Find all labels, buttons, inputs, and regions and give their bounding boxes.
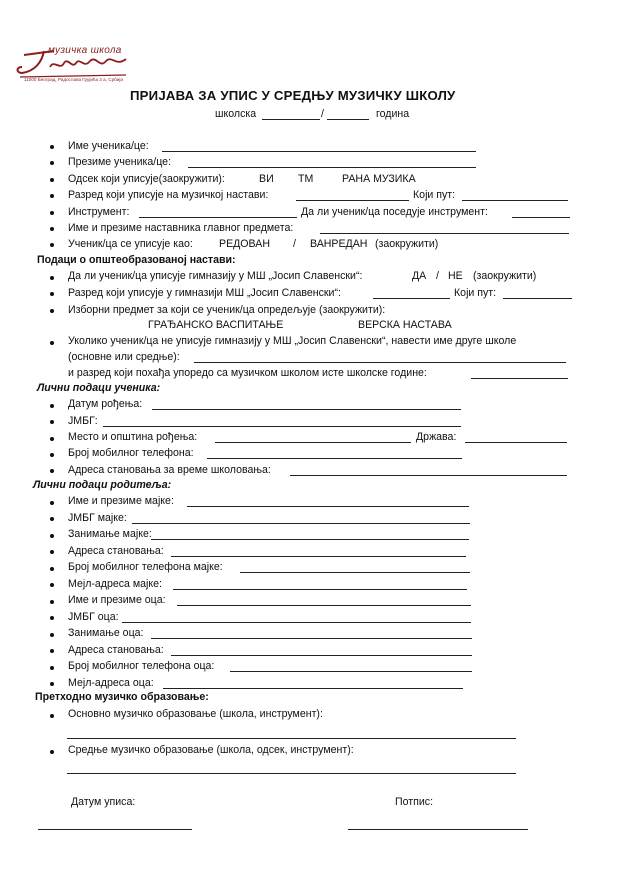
logo-address: 11000 Београд, Радослава Грујића 3 а, Србија bbox=[24, 77, 123, 82]
form-title: ПРИЈАВА ЗА УПИС У СРЕДЊУ МУЗИЧКУ ШКОЛУ bbox=[130, 88, 456, 103]
gymnasium-option-separator: / bbox=[436, 270, 439, 282]
primary-music-field[interactable] bbox=[67, 738, 516, 739]
father-address-label: Адреса становања: bbox=[68, 644, 164, 656]
father-jmbg-field[interactable] bbox=[122, 622, 471, 623]
bullet bbox=[50, 567, 54, 571]
bullet bbox=[50, 420, 54, 424]
bullet bbox=[50, 437, 54, 441]
mother-occupation-field[interactable] bbox=[151, 539, 469, 540]
mother-mobile-field[interactable] bbox=[240, 572, 470, 573]
enrol-option-irregular[interactable]: ВАНРЕДАН bbox=[310, 238, 368, 250]
enrol-circle-hint: (заокружити) bbox=[375, 238, 439, 250]
school-year-slash: / bbox=[321, 108, 324, 120]
enrol-option-separator: / bbox=[293, 238, 296, 250]
instrument-label: Инструмент: bbox=[68, 206, 130, 218]
bullet bbox=[50, 616, 54, 620]
bullet bbox=[50, 341, 54, 345]
other-school-label-2: (основне или средње): bbox=[68, 351, 180, 363]
gymnasium-circle-hint: (заокружити) bbox=[473, 270, 537, 282]
previous-music-heading: Претходно музичко образовање: bbox=[35, 691, 209, 703]
father-mobile-label: Број мобилног телефона оца: bbox=[68, 660, 215, 672]
mother-name-label: Име и презиме мајке: bbox=[68, 495, 174, 507]
bullet bbox=[50, 714, 54, 718]
bullet bbox=[50, 682, 54, 686]
bullet bbox=[50, 243, 54, 247]
signature-field[interactable] bbox=[348, 829, 528, 830]
enrol-as-label: Ученик/ца се уписује као: bbox=[68, 238, 193, 250]
father-mobile-field[interactable] bbox=[230, 671, 472, 672]
father-email-field[interactable] bbox=[163, 688, 463, 689]
mobile-field[interactable] bbox=[207, 458, 462, 459]
father-occupation-field[interactable] bbox=[151, 638, 472, 639]
country-label: Држава: bbox=[416, 431, 457, 443]
birth-date-label: Датум рођења: bbox=[68, 398, 143, 410]
signature-label: Потпис: bbox=[395, 796, 434, 808]
bullet bbox=[50, 161, 54, 165]
mother-address-label: Адреса становања: bbox=[68, 545, 164, 557]
bullet bbox=[50, 211, 54, 215]
mother-email-label: Мејл-адреса мајке: bbox=[68, 578, 163, 590]
department-option-vi[interactable]: ВИ bbox=[259, 173, 274, 185]
enrol-option-regular[interactable]: РЕДОВАН bbox=[219, 238, 270, 250]
father-jmbg-label: ЈМБГ оца: bbox=[68, 611, 119, 623]
other-school-grade-field[interactable] bbox=[471, 378, 568, 379]
logo-school-text: музичка школа bbox=[48, 45, 122, 56]
gymnasium-question: Да ли ученик/ца уписује гимназију у МШ „Јосип Славенски“: bbox=[68, 270, 363, 282]
grade-label: Разред који уписује на музичкој настави: bbox=[68, 189, 269, 201]
birthplace-field[interactable] bbox=[215, 442, 411, 443]
bullet bbox=[50, 145, 54, 149]
bullet bbox=[50, 534, 54, 538]
mother-email-field[interactable] bbox=[173, 589, 467, 590]
teacher-label: Име и презиме наставника главног предмета: bbox=[68, 222, 294, 234]
instrument-field[interactable] bbox=[139, 217, 297, 218]
other-school-field[interactable] bbox=[194, 362, 566, 363]
first-name-label: Име ученика/це: bbox=[68, 140, 149, 152]
mobile-label: Број мобилног телефона: bbox=[68, 447, 194, 459]
department-option-early-music[interactable]: РАНА МУЗИКА bbox=[342, 173, 416, 185]
bullet bbox=[50, 276, 54, 280]
school-year-start-field[interactable] bbox=[262, 119, 320, 120]
mother-jmbg-field[interactable] bbox=[132, 523, 470, 524]
grade-field[interactable] bbox=[296, 200, 409, 201]
bullet bbox=[50, 649, 54, 653]
school-year-suffix: година bbox=[376, 108, 410, 120]
last-name-field[interactable] bbox=[188, 167, 476, 168]
father-occupation-label: Занимање оца: bbox=[68, 627, 144, 639]
secondary-music-label: Средње музичко образовање (школа, одсек, инструмент): bbox=[68, 744, 354, 756]
owns-instrument-label: Да ли ученик/ца поседује инструмент: bbox=[301, 206, 488, 218]
gymnasium-grade-label: Разред који уписује у гимназији МШ „Јосип Славенски“: bbox=[68, 287, 341, 299]
bullet bbox=[50, 292, 54, 296]
gymnasium-option-yes[interactable]: ДА bbox=[412, 270, 427, 282]
mother-mobile-label: Број мобилног телефона мајке: bbox=[68, 561, 223, 573]
father-address-field[interactable] bbox=[171, 655, 472, 656]
which-time-label: Који пут: bbox=[413, 189, 456, 201]
mother-address-field[interactable] bbox=[171, 556, 466, 557]
gymnasium-option-no[interactable]: НЕ bbox=[448, 270, 463, 282]
gymnasium-which-time-field[interactable] bbox=[503, 298, 572, 299]
date-label: Датум уписа: bbox=[71, 796, 136, 808]
owns-instrument-field[interactable] bbox=[512, 217, 570, 218]
bullet bbox=[50, 194, 54, 198]
secondary-music-field[interactable] bbox=[67, 773, 516, 774]
jmbg-field[interactable] bbox=[103, 426, 461, 427]
teacher-field[interactable] bbox=[320, 233, 569, 234]
general-education-heading: Подаци о општеобразованој настави: bbox=[37, 254, 236, 266]
gymnasium-grade-field[interactable] bbox=[373, 298, 450, 299]
elective-label: Изборни предмет за који се ученик/ца опредељује (заокружити): bbox=[68, 304, 386, 316]
first-name-field[interactable] bbox=[162, 151, 476, 152]
jmbg-label: ЈМБГ: bbox=[68, 415, 98, 427]
bullet bbox=[50, 666, 54, 670]
department-label: Одсек који уписује(заокружити): bbox=[68, 173, 225, 185]
elective-option-religious[interactable]: ВЕРСКА НАСТАВА bbox=[358, 319, 452, 331]
country-field[interactable] bbox=[465, 442, 567, 443]
bullet bbox=[50, 583, 54, 587]
father-name-label: Име и презиме оца: bbox=[68, 594, 166, 606]
other-school-label-1: Уколико ученик/ца не уписује гимназију у МШ „Јосип Славенски“, навести име друге школе bbox=[68, 335, 517, 347]
bullet bbox=[50, 309, 54, 313]
primary-music-label: Основно музичко образовање (школа, инструмент): bbox=[68, 708, 323, 720]
birthplace-label: Место и општина рођења: bbox=[68, 431, 198, 443]
student-personal-heading: Лични подаци ученика: bbox=[37, 382, 161, 394]
bullet bbox=[50, 633, 54, 637]
other-school-label-3: и разред који похађа упоредо са музичком школом исте школске године: bbox=[68, 367, 427, 379]
parent-personal-heading: Лични подаци родитеља: bbox=[33, 479, 172, 491]
bullet bbox=[50, 453, 54, 457]
department-option-tm[interactable]: ТМ bbox=[298, 173, 314, 185]
date-field[interactable] bbox=[38, 829, 192, 830]
bullet bbox=[50, 469, 54, 473]
bullet bbox=[50, 517, 54, 521]
bullet bbox=[50, 750, 54, 754]
school-year-end-field[interactable] bbox=[327, 119, 369, 120]
address-label: Адреса становања за време школовања: bbox=[68, 464, 271, 476]
birth-date-field[interactable] bbox=[152, 409, 461, 410]
father-name-field[interactable] bbox=[177, 605, 471, 606]
mother-name-field[interactable] bbox=[187, 506, 469, 507]
bullet bbox=[50, 550, 54, 554]
bullet bbox=[50, 178, 54, 182]
school-year-prefix: школска bbox=[215, 108, 257, 120]
bullet bbox=[50, 404, 54, 408]
address-field[interactable] bbox=[290, 475, 567, 476]
bullet bbox=[50, 227, 54, 231]
mother-occupation-label: Занимање мајке: bbox=[68, 528, 152, 540]
gymnasium-which-time-label: Који пут: bbox=[454, 287, 497, 299]
mother-jmbg-label: ЈМБГ мајке: bbox=[68, 512, 127, 524]
which-time-field[interactable] bbox=[462, 200, 568, 201]
elective-option-civic[interactable]: ГРАЂАНСКО ВАСПИТАЊЕ bbox=[148, 319, 284, 331]
bullet bbox=[50, 600, 54, 604]
father-email-label: Мејл-адреса оца: bbox=[68, 677, 154, 689]
bullet bbox=[50, 501, 54, 505]
last-name-label: Презиме ученика/це: bbox=[68, 156, 172, 168]
